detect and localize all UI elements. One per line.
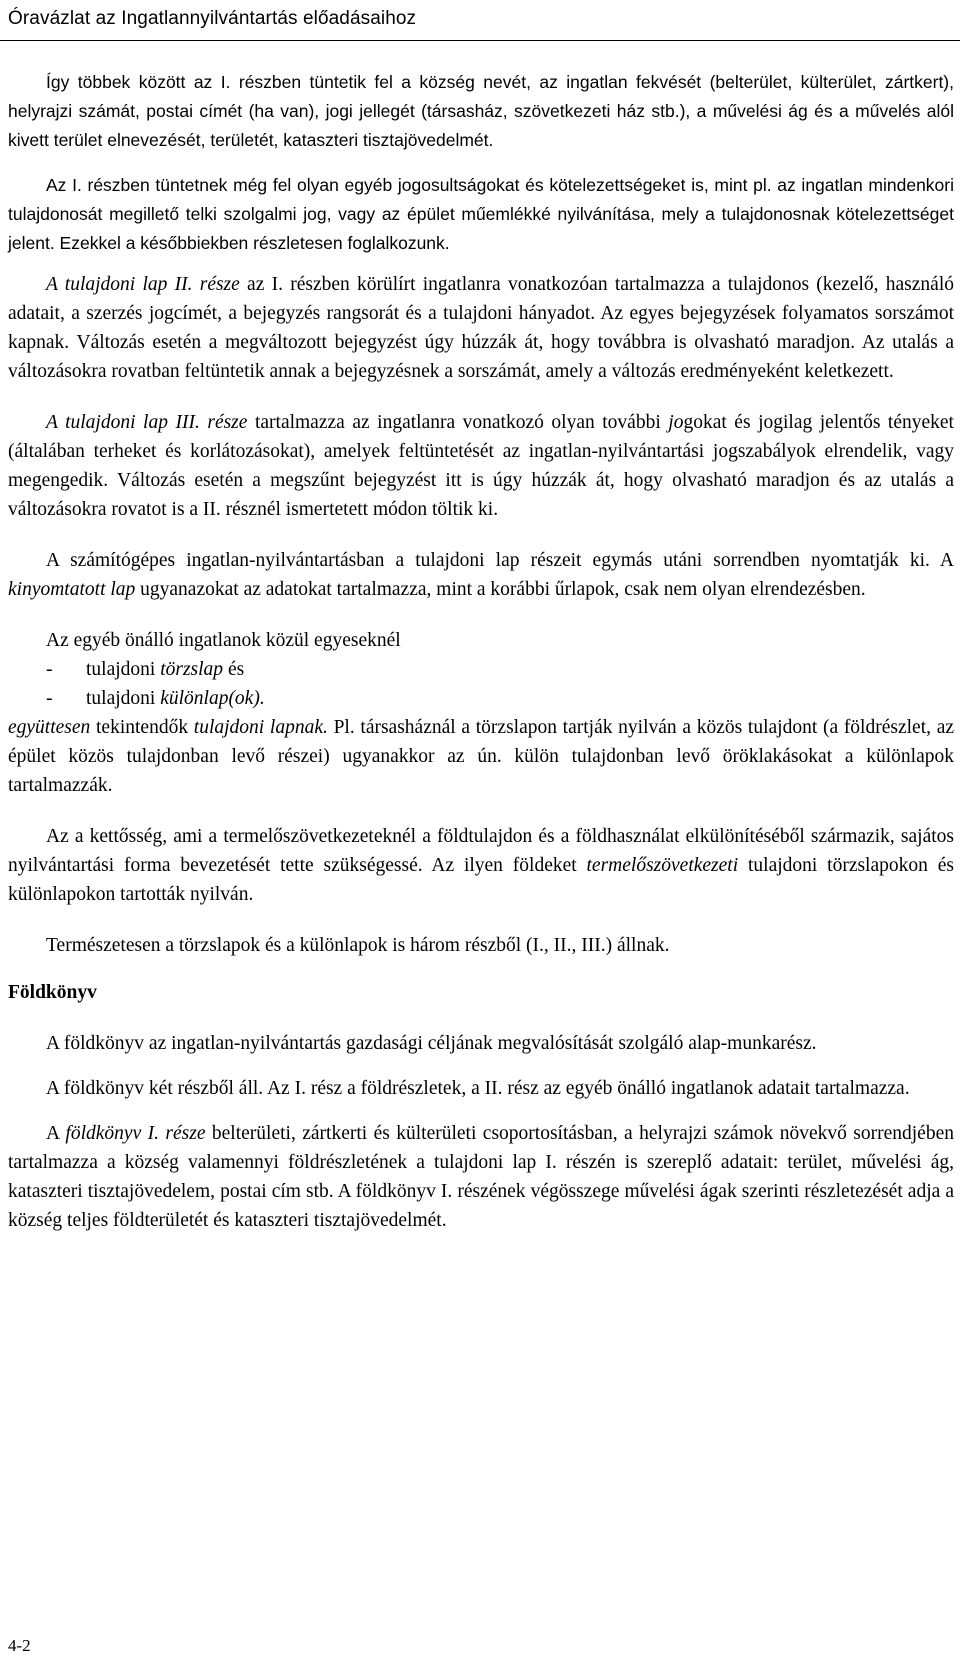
paragraph-1: Így többek között az I. részben tüntetik fel a község nevét, az ingatlan fekvését (belterület, külterület, zártkert), helyrajzi számát, postai címét (ha van), jogi jellegét (társasház, szövetkezeti ház stb.), a művelési ág és a művelés alól kivett terület elnevezését, területét, kataszteri tisztajövedelmét. xyxy=(8,72,954,150)
paragraph-3: A tulajdoni lap II. része az I. részben körülírt ingatlanra vonatkozóan tartalmazza a tulajdonos (kezelő, használó adatait, a szerzés jogcímét, a bejegyzés rangsorát és a tulajdoni hányadot. Az egyes bejegyzések folyamatos sorszámot kapnak. Változás esetén a megváltozott bejegyzést úgy húzzák át, hogy továbbra is olvasható maradjon. Az utalás a változásokra rovatban feltüntetik annak a bejegyzésnek a sorszámát, amely a változás eredményeként keletkezett. xyxy=(8,274,955,382)
paragraph-11: A földkönyv két részből áll. Az I. rész a földrészletek, a II. rész az egyéb önálló ingatlanok adatait tartalmazza. xyxy=(46,1078,910,1099)
paragraph-6-intro: Az egyéb önálló ingatlanok közül egyeseknél xyxy=(46,630,401,651)
document-body xyxy=(8,68,954,1235)
paragraph-2: Az I. részben tüntetnek még fel olyan egyéb jogosultságokat és kötelezettségeket is, mint pl. az ingatlan mindenkori tulajdonosát megillető telki szolgalmi jog, vagy az épület műemlékké nyilvánítása, mely a tulajdonosnak kötelezettséget jelent. Ezekkel a későbbiekben részletesen foglalkozunk. xyxy=(8,175,954,253)
section-heading: Földkönyv xyxy=(8,982,97,1003)
page-title: Óravázlat az Ingatlannyilvántartás előadásaihoz xyxy=(8,8,417,29)
list-item: - tulajdoni törzslap és xyxy=(46,659,245,680)
list-item: - tulajdoni különlap(ok). xyxy=(46,688,265,709)
paragraph-10: A földkönyv az ingatlan-nyilvántartás gazdasági céljának megvalósítását szolgáló alap-munkarész. xyxy=(46,1033,817,1054)
paragraph-5: A számítógépes ingatlan-nyilvántartásban a tulajdoni lap részeit egymás utáni sorrendben nyomtatják ki. A kinyomtatott lap ugyanazokat az adatokat tartalmazza, mint a korábbi űrlapok, csak nem olyan elrendezésben. xyxy=(8,550,954,600)
paragraph-12: A földkönyv I. része belterületi, zártkerti és külterületi csoportosításban, a helyrajzi számok növekvő sorrendjében tartalmazza a község valamennyi földrészletének a tulajdoni lap I. részén is szereplő adatait: terület, művelési ág, kataszteri tisztajövedelem, postai cím stb. A földkönyv I. részének végösszege művelési ágak szerinti részletezését adja a község teljes földterületét és kataszteri tisztajövedelmét. xyxy=(8,1123,954,1231)
italic-term: A tulajdoni lap II. része xyxy=(46,274,240,295)
paragraph-4: A tulajdoni lap III. része tartalmazza az ingatlanra vonatkozó olyan további jogokat és jogilag jelentős tényeket (általában terheket és korlátozásokat), amelyek feltüntetését az ingatlan-nyilvántartási jogszabályok elrendelik, vagy megengedik. Változás esetén a megszűnt bejegyzést itt is úgy húzzák át, hogy olvasható maradjon és az utalás a változásokra rovatot is a II. résznél ismertetett módon töltik ki. xyxy=(8,412,954,520)
paragraph-7: együttesen tekintendők tulajdoni lapnak. Pl. társasháznál a törzslapon tartják nyilván a közös tulajdont (a földrészlet, az épület közös tulajdonban levő részei) ugyanakkor az ún. külön tulajdonban levő öröklakásokat a különlapok tartalmazzák. xyxy=(8,717,954,796)
page-header xyxy=(0,0,960,41)
italic-term: A tulajdoni lap III. része xyxy=(46,412,248,433)
page-number: 4-2 xyxy=(8,1636,31,1655)
italic-term: kinyomtatott lap xyxy=(8,579,136,600)
paragraph-9: Természetesen a törzslapok és a különlapok is három részből (I., II., III.) állnak. xyxy=(46,935,670,956)
paragraph-8: Az a kettősség, ami a termelőszövetkezeteknél a földtulajdon és a földhasználat elkülönítéséből származik, sajátos nyilvántartási forma bevezetését tette szükségessé. Az ilyen földeket termelőszövetkezeti tulajdoni törzslapokon és különlapokon tartották nyilván. xyxy=(8,826,954,905)
